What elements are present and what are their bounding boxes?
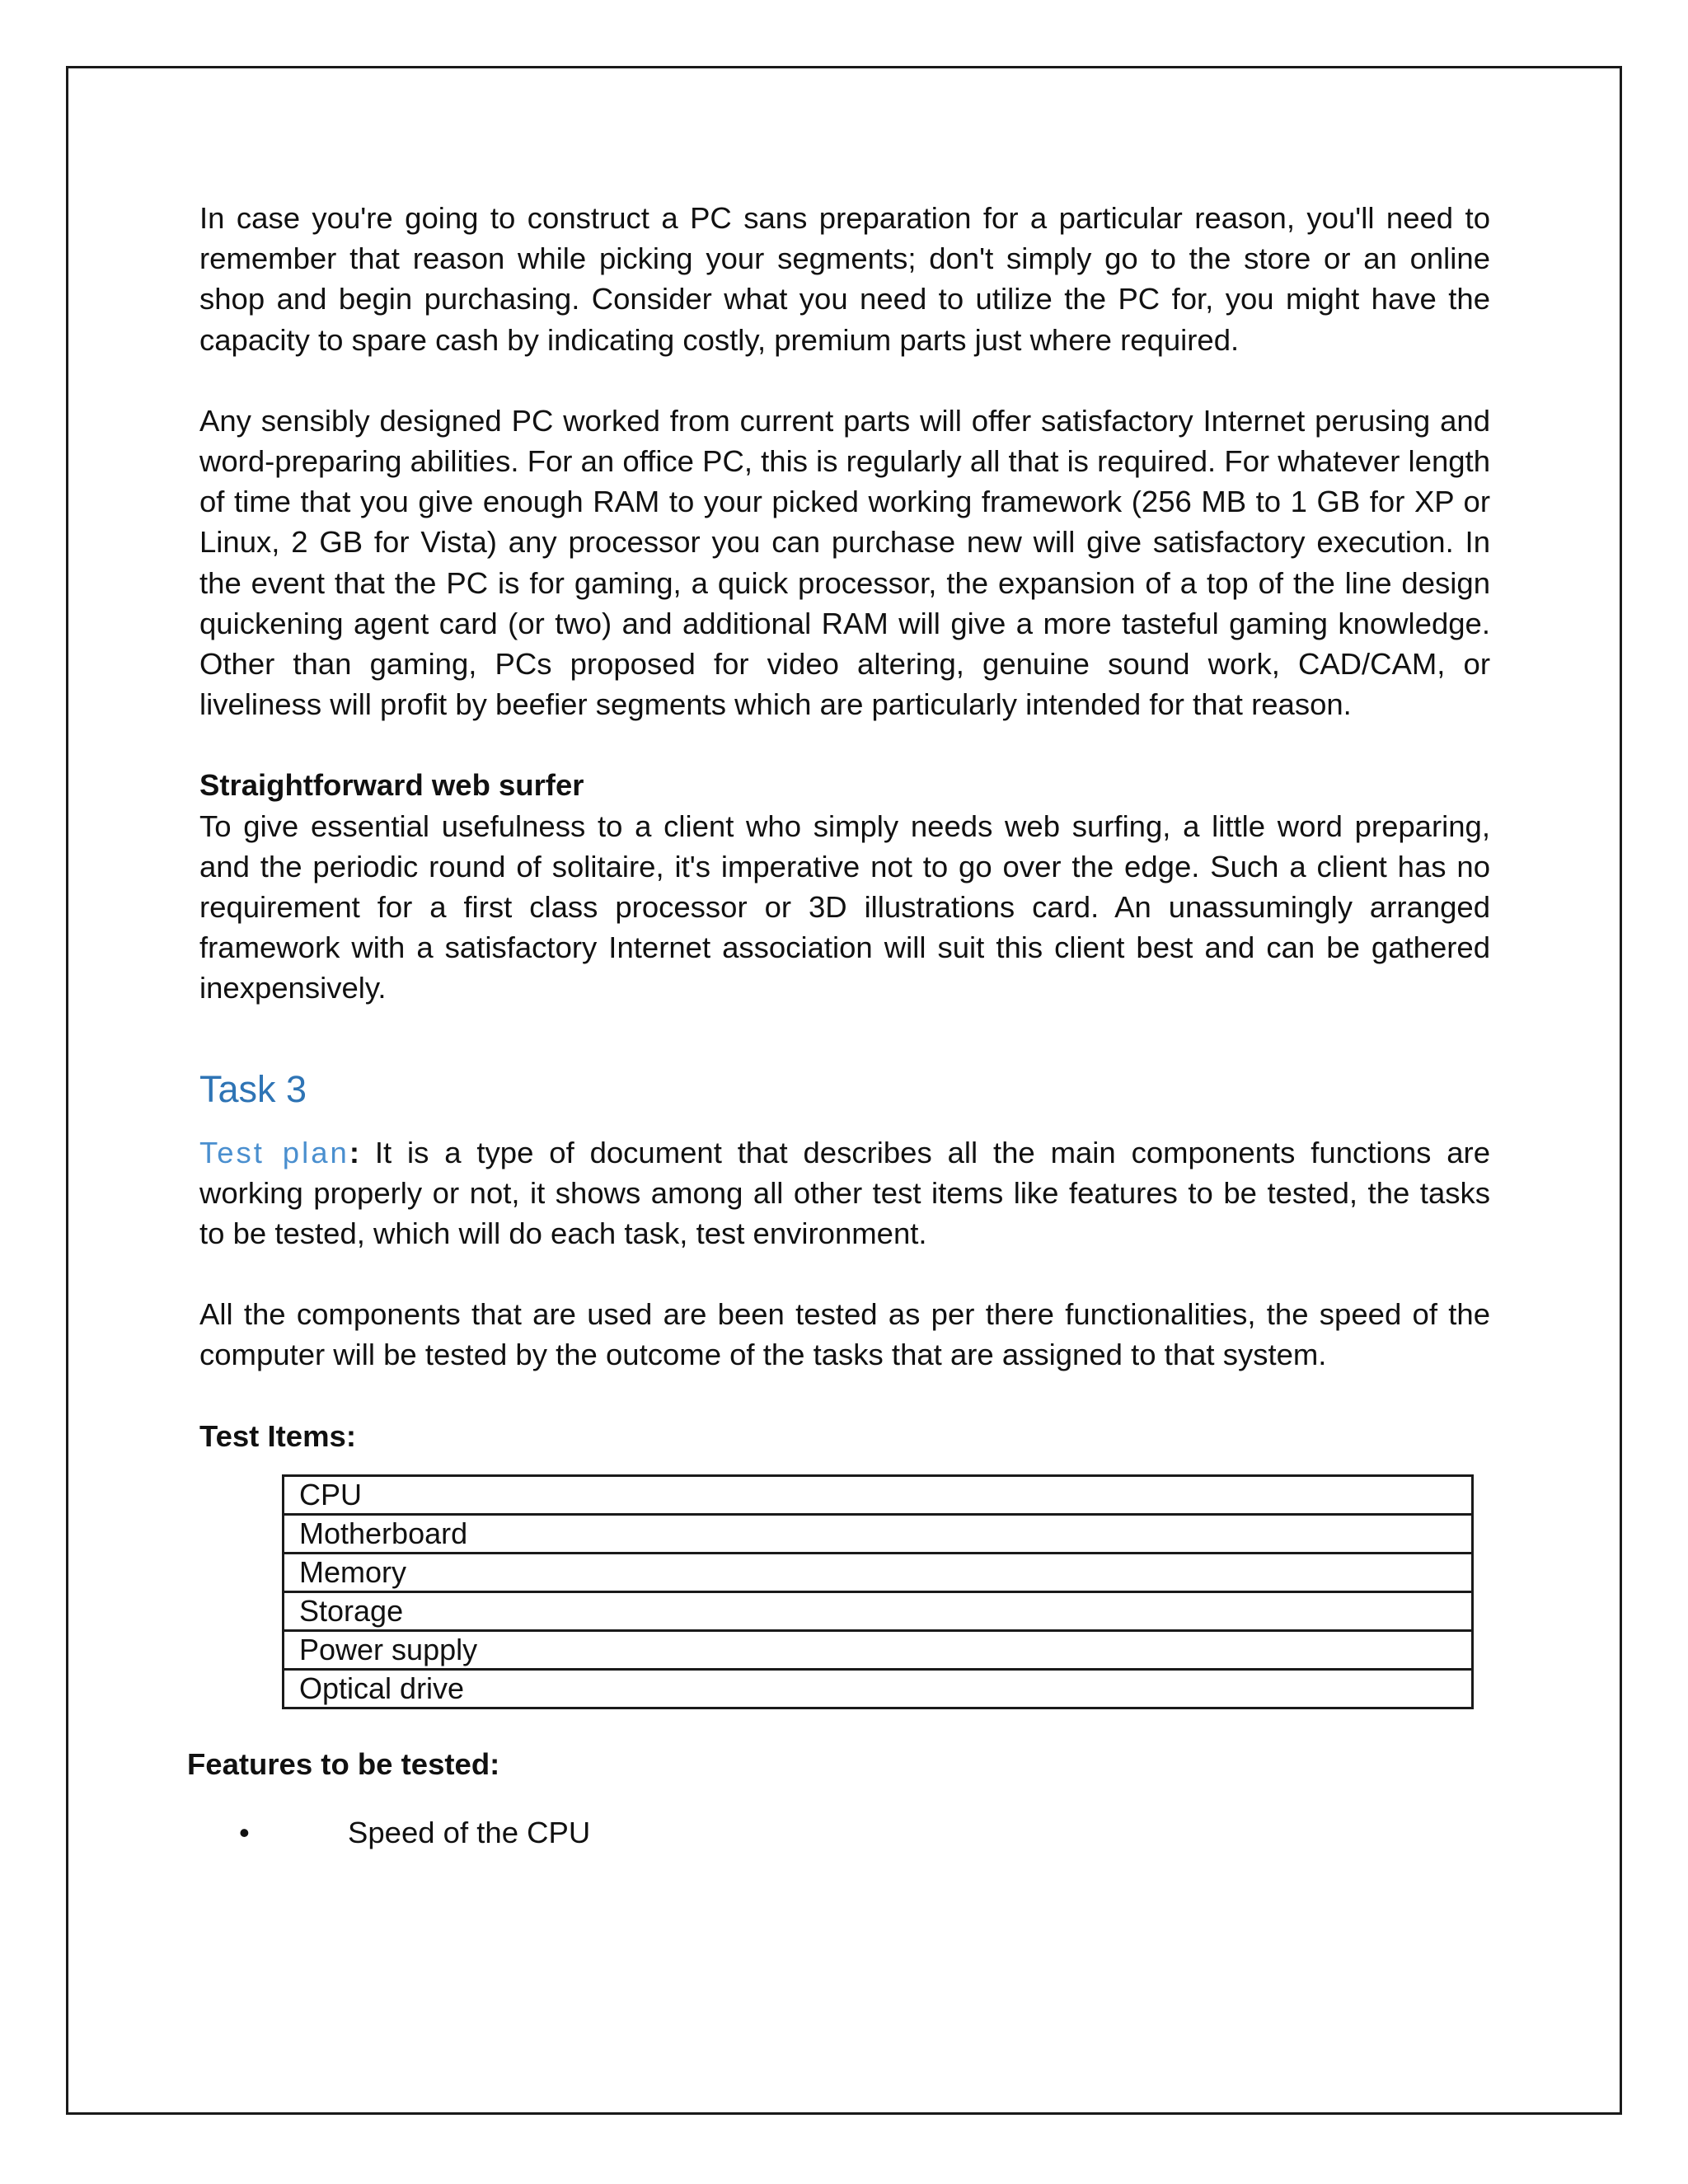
test-plan-colon: : (349, 1135, 359, 1169)
feature-text: Speed of the CPU (348, 1816, 591, 1850)
web-surfer-heading: Straightforward web surfer (199, 768, 584, 803)
bullet-icon: • (239, 1816, 250, 1850)
test-items-heading: Test Items: (199, 1418, 356, 1453)
intro-paragraph: In case you're going to construct a PC sans preparation for a particular reason, you'll need to remember that reason while picking your segments; don't simply go to the store or an online shop and begin purchasing. Consider what you need to utilize the PC for, you might have the capacity to spare cash by indicating costly, premium parts just where required. (199, 201, 1490, 357)
test-item-cell: Memory (284, 1553, 1473, 1591)
table-row (284, 1514, 1473, 1553)
features-heading: Features to be tested: (187, 1746, 500, 1781)
test-items-table (282, 1474, 1474, 1709)
test-plan-description: It is a type of document that describes all the main components functions are working properly or not, it shows among all other test items like features to be tested, the tasks to be tested, which will do each task, test environment. (199, 1135, 1490, 1251)
components-paragraph: All the components that are used are been tested as per there functionalities, the speed of the computer will be tested by the outcome of the tasks that are assigned to that system. (199, 1297, 1490, 1372)
test-item-cell: Motherboard (284, 1514, 1473, 1553)
test-item-cell: Power supply (284, 1630, 1473, 1669)
web-surfer-paragraph: To give essential usefulness to a client who simply needs web surfing, a little word preparing, and the periodic round of solitaire, it's imperative not to go over the edge. Such a client has no requirement for a first class processor or 3D illustrations card. An unassumingly arranged framework with a satisfactory Internet association will suit this client best and can be gathered inexpensively. (199, 808, 1490, 1005)
document-body (187, 198, 1490, 1853)
test-plan-term: Test plan (199, 1135, 349, 1169)
test-plan-paragraph (199, 1132, 1490, 1254)
table-row (284, 1669, 1473, 1708)
test-item-cell: CPU (284, 1475, 1473, 1514)
pc-components-paragraph: Any sensibly designed PC worked from current parts will offer satisfactory Internet perusing and word-preparing abilities. For an office PC, this is regularly all that is required. For whatever length of time that you give enough RAM to your picked working framework (256 MB to 1 GB for XP or Linux, 2 GB for Vista) any processor you can purchase new will give satisfactory execution. In the event that the PC is for gaming, a quick processor, the expansion of a top of the line design quickening agent card (or two) and additional RAM will give a more tasteful gaming knowledge. Other than gaming, PCs proposed for video altering, genuine sound work, CAD/CAM, or liveliness will profit by beefier segments which are particularly intended for that reason. (199, 403, 1490, 722)
table-row (284, 1553, 1473, 1591)
task3-heading: Task 3 (199, 1067, 307, 1110)
table-row (284, 1591, 1473, 1630)
features-list (199, 1812, 1490, 1853)
test-item-cell: Optical drive (284, 1669, 1473, 1708)
table-row (284, 1630, 1473, 1669)
table-row (284, 1475, 1473, 1514)
test-item-cell: Storage (284, 1591, 1473, 1630)
list-item (199, 1812, 1490, 1853)
